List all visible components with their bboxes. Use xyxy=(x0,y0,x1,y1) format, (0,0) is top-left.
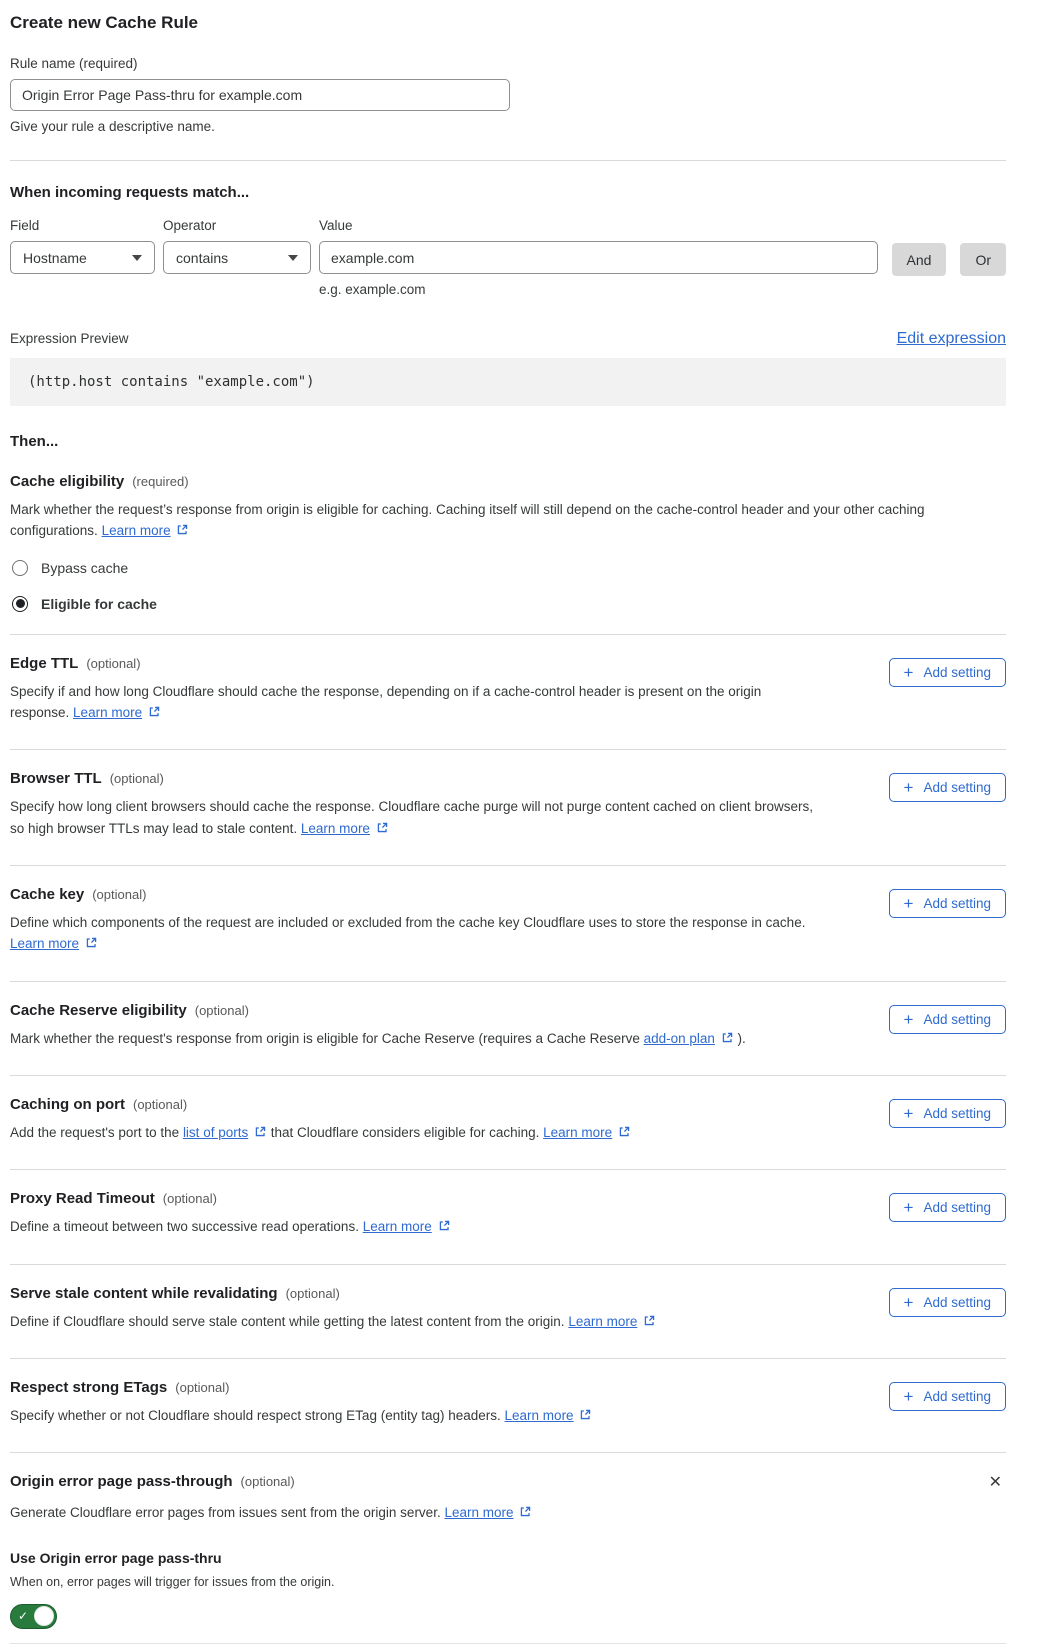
rule-name-label: Rule name (required) xyxy=(10,56,138,71)
setting-section-title: Browser TTL xyxy=(10,770,102,788)
setting-section-description: Specify whether or not Cloudflare should respect strong ETag (entity tag) headers. Learn more xyxy=(10,1405,592,1426)
optional-tag: (optional) xyxy=(86,655,141,671)
optional-tag: (optional) xyxy=(194,1002,249,1018)
add-setting-label: Add setting xyxy=(923,1105,991,1121)
external-link-icon xyxy=(176,523,189,536)
operator-label: Operator xyxy=(163,218,217,233)
check-icon: ✓ xyxy=(18,1609,29,1624)
setting-section xyxy=(10,1264,1006,1358)
setting-section xyxy=(10,981,1006,1075)
optional-tag: (optional) xyxy=(162,1191,217,1207)
setting-section-description: Mark whether the request's response from origin is eligible for Cache Reserve (requires a Cache Reserve add-on plan ). xyxy=(10,1030,746,1046)
expression-code: (http.host contains "example.com") xyxy=(10,358,1006,406)
setting-section xyxy=(10,1169,1006,1263)
setting-section-description: Specify if and how long Cloudflare should cache the response, depending on if a cache-control header is present on the origin response. Learn more xyxy=(10,683,762,720)
external-link-icon xyxy=(376,821,389,834)
setting-section-description: Define a timeout between two successive read operations. Learn more xyxy=(10,1216,451,1237)
expression-preview-section xyxy=(10,330,1006,406)
value-input[interactable] xyxy=(319,241,878,274)
optional-tag: (optional) xyxy=(175,1379,230,1395)
plus-icon: + xyxy=(903,1198,914,1218)
inline-link[interactable]: Learn more xyxy=(73,704,143,720)
rule-name-section xyxy=(10,56,1006,134)
inline-link[interactable]: Learn more xyxy=(362,1219,432,1235)
setting-section-title: Serve stale content while revalidating xyxy=(10,1284,278,1302)
origin-error-toggle[interactable] xyxy=(10,1604,57,1629)
origin-error-description: Generate Cloudflare error pages from issues sent from the origin server. Learn more xyxy=(10,1502,1006,1523)
add-setting-label: Add setting xyxy=(923,780,991,796)
match-expression-row xyxy=(10,218,1006,297)
radio-icon[interactable] xyxy=(12,596,28,612)
radio-option[interactable] xyxy=(10,596,1006,612)
chevron-down-icon xyxy=(288,255,298,261)
radio-option-label: Bypass cache xyxy=(41,559,129,576)
external-link-icon xyxy=(721,1031,734,1044)
page-title: Create new Cache Rule xyxy=(10,13,199,32)
inline-link[interactable]: Learn more xyxy=(444,1505,514,1521)
edit-expression-link[interactable]: Edit expression xyxy=(896,330,1006,347)
external-link-icon xyxy=(254,1125,267,1138)
operator-select-value: contains xyxy=(176,249,229,266)
cache-eligibility-title: Cache eligibility xyxy=(10,473,125,490)
plus-icon: + xyxy=(903,778,914,798)
setting-section-title: Caching on port xyxy=(10,1095,125,1113)
radio-option-label: Eligible for cache xyxy=(41,595,157,612)
optional-tag: (optional) xyxy=(133,1096,188,1112)
inline-link[interactable]: add-on plan xyxy=(643,1030,715,1046)
add-setting-button[interactable] xyxy=(889,1288,1006,1317)
setting-section-description: Specify how long client browsers should cache the response. Cloudflare cache purge will not purge content cached on client browsers, so high browser TTLs may lead to stale content. Learn more xyxy=(10,799,813,836)
cache-eligibility-options xyxy=(10,560,1006,612)
add-setting-button[interactable] xyxy=(889,658,1006,687)
add-setting-label: Add setting xyxy=(923,1294,991,1310)
setting-section xyxy=(10,749,1006,865)
external-link-icon xyxy=(438,1219,451,1232)
setting-section xyxy=(10,1075,1006,1169)
external-link-icon xyxy=(148,705,161,718)
toggle-knob xyxy=(34,1606,54,1626)
inline-link[interactable]: Learn more xyxy=(300,820,370,836)
add-setting-button[interactable] xyxy=(889,1193,1006,1222)
plus-icon: + xyxy=(903,1292,914,1312)
add-setting-button[interactable] xyxy=(889,889,1006,918)
setting-section-description: Define which components of the request are included or excluded from the cache key Cloudflare uses to store the response in cache. Learn more xyxy=(10,914,806,952)
optional-tag: (optional) xyxy=(285,1285,340,1301)
cache-eligibility-section xyxy=(10,473,1006,612)
plus-icon: + xyxy=(903,1009,914,1029)
value-label: Value xyxy=(319,218,353,233)
setting-section-description: Add the request's port to the list of ports that Cloudflare considers eligible for caching. Learn more xyxy=(10,1122,631,1143)
optional-tag: (optional) xyxy=(240,1474,295,1490)
radio-icon[interactable] xyxy=(12,560,28,576)
optional-tag: (optional) xyxy=(109,771,164,787)
add-setting-button[interactable] xyxy=(889,1099,1006,1128)
plus-icon: + xyxy=(903,893,914,913)
origin-error-toggle-label: Use Origin error page pass-thru xyxy=(10,1549,222,1566)
then-heading: Then... xyxy=(10,433,59,450)
rule-name-helper: Give your rule a descriptive name. xyxy=(10,119,215,134)
add-setting-label: Add setting xyxy=(923,1011,991,1027)
match-section xyxy=(10,184,1006,297)
setting-section xyxy=(10,865,1006,981)
inline-link[interactable]: Learn more xyxy=(101,523,171,539)
inline-link[interactable]: Learn more xyxy=(10,936,80,952)
operator-select[interactable] xyxy=(163,241,311,274)
field-select[interactable] xyxy=(10,241,155,274)
settings-sections xyxy=(10,634,1006,1453)
add-setting-label: Add setting xyxy=(923,1200,991,1216)
field-label: Field xyxy=(10,218,40,233)
field-select-value: Hostname xyxy=(23,249,87,266)
add-setting-button[interactable] xyxy=(889,1382,1006,1411)
or-button[interactable]: Or xyxy=(960,243,1006,276)
setting-section-title: Cache key xyxy=(10,885,85,903)
and-button[interactable]: And xyxy=(892,243,947,276)
add-setting-label: Add setting xyxy=(923,895,991,911)
value-helper: e.g. example.com xyxy=(319,282,426,297)
close-icon[interactable]: ✕ xyxy=(985,1473,1006,1493)
inline-link[interactable]: Learn more xyxy=(543,1124,613,1140)
rule-name-input[interactable] xyxy=(10,79,510,111)
setting-section-title: Cache Reserve eligibility xyxy=(10,1001,187,1019)
external-link-icon xyxy=(579,1408,592,1421)
inline-link[interactable]: Learn more xyxy=(568,1313,638,1329)
external-link-icon xyxy=(85,936,98,949)
setting-section xyxy=(10,1358,1006,1452)
origin-error-title: Origin error page pass-through xyxy=(10,1473,233,1491)
expression-preview-label: Expression Preview xyxy=(10,331,129,346)
setting-section xyxy=(10,634,1006,750)
external-link-icon xyxy=(643,1314,656,1327)
add-setting-label: Add setting xyxy=(923,664,991,680)
inline-link[interactable]: Learn more xyxy=(504,1407,574,1423)
plus-icon: + xyxy=(903,662,914,682)
setting-section-title: Proxy Read Timeout xyxy=(10,1190,155,1208)
bottom-divider xyxy=(10,1643,1006,1644)
inline-link[interactable]: list of ports xyxy=(182,1124,249,1140)
origin-error-toggle-helper: When on, error pages will trigger for issues from the origin. xyxy=(10,1574,335,1589)
setting-section-title: Respect strong ETags xyxy=(10,1378,168,1396)
optional-tag: (optional) xyxy=(92,886,147,902)
setting-section-title: Edge TTL xyxy=(10,654,79,672)
required-tag: (required) xyxy=(132,474,189,489)
plus-icon: + xyxy=(903,1103,914,1123)
setting-section-description: Define if Cloudflare should serve stale content while getting the latest content from the origin. Learn more xyxy=(10,1311,656,1332)
origin-error-section xyxy=(10,1452,1006,1643)
external-link-icon xyxy=(519,1505,532,1518)
match-heading: When incoming requests match... xyxy=(10,184,250,201)
plus-icon: + xyxy=(903,1386,914,1406)
add-setting-button[interactable] xyxy=(889,1005,1006,1034)
chevron-down-icon xyxy=(132,255,142,261)
section-divider xyxy=(10,160,1006,161)
add-setting-label: Add setting xyxy=(923,1388,991,1404)
external-link-icon xyxy=(618,1125,631,1138)
add-setting-button[interactable] xyxy=(889,773,1006,802)
radio-option[interactable] xyxy=(10,560,1006,576)
cache-eligibility-description: Mark whether the request’s response from origin is eligible for caching. Caching itself will still depend on the cache-control header and your other caching configurations. Learn more xyxy=(10,502,925,539)
